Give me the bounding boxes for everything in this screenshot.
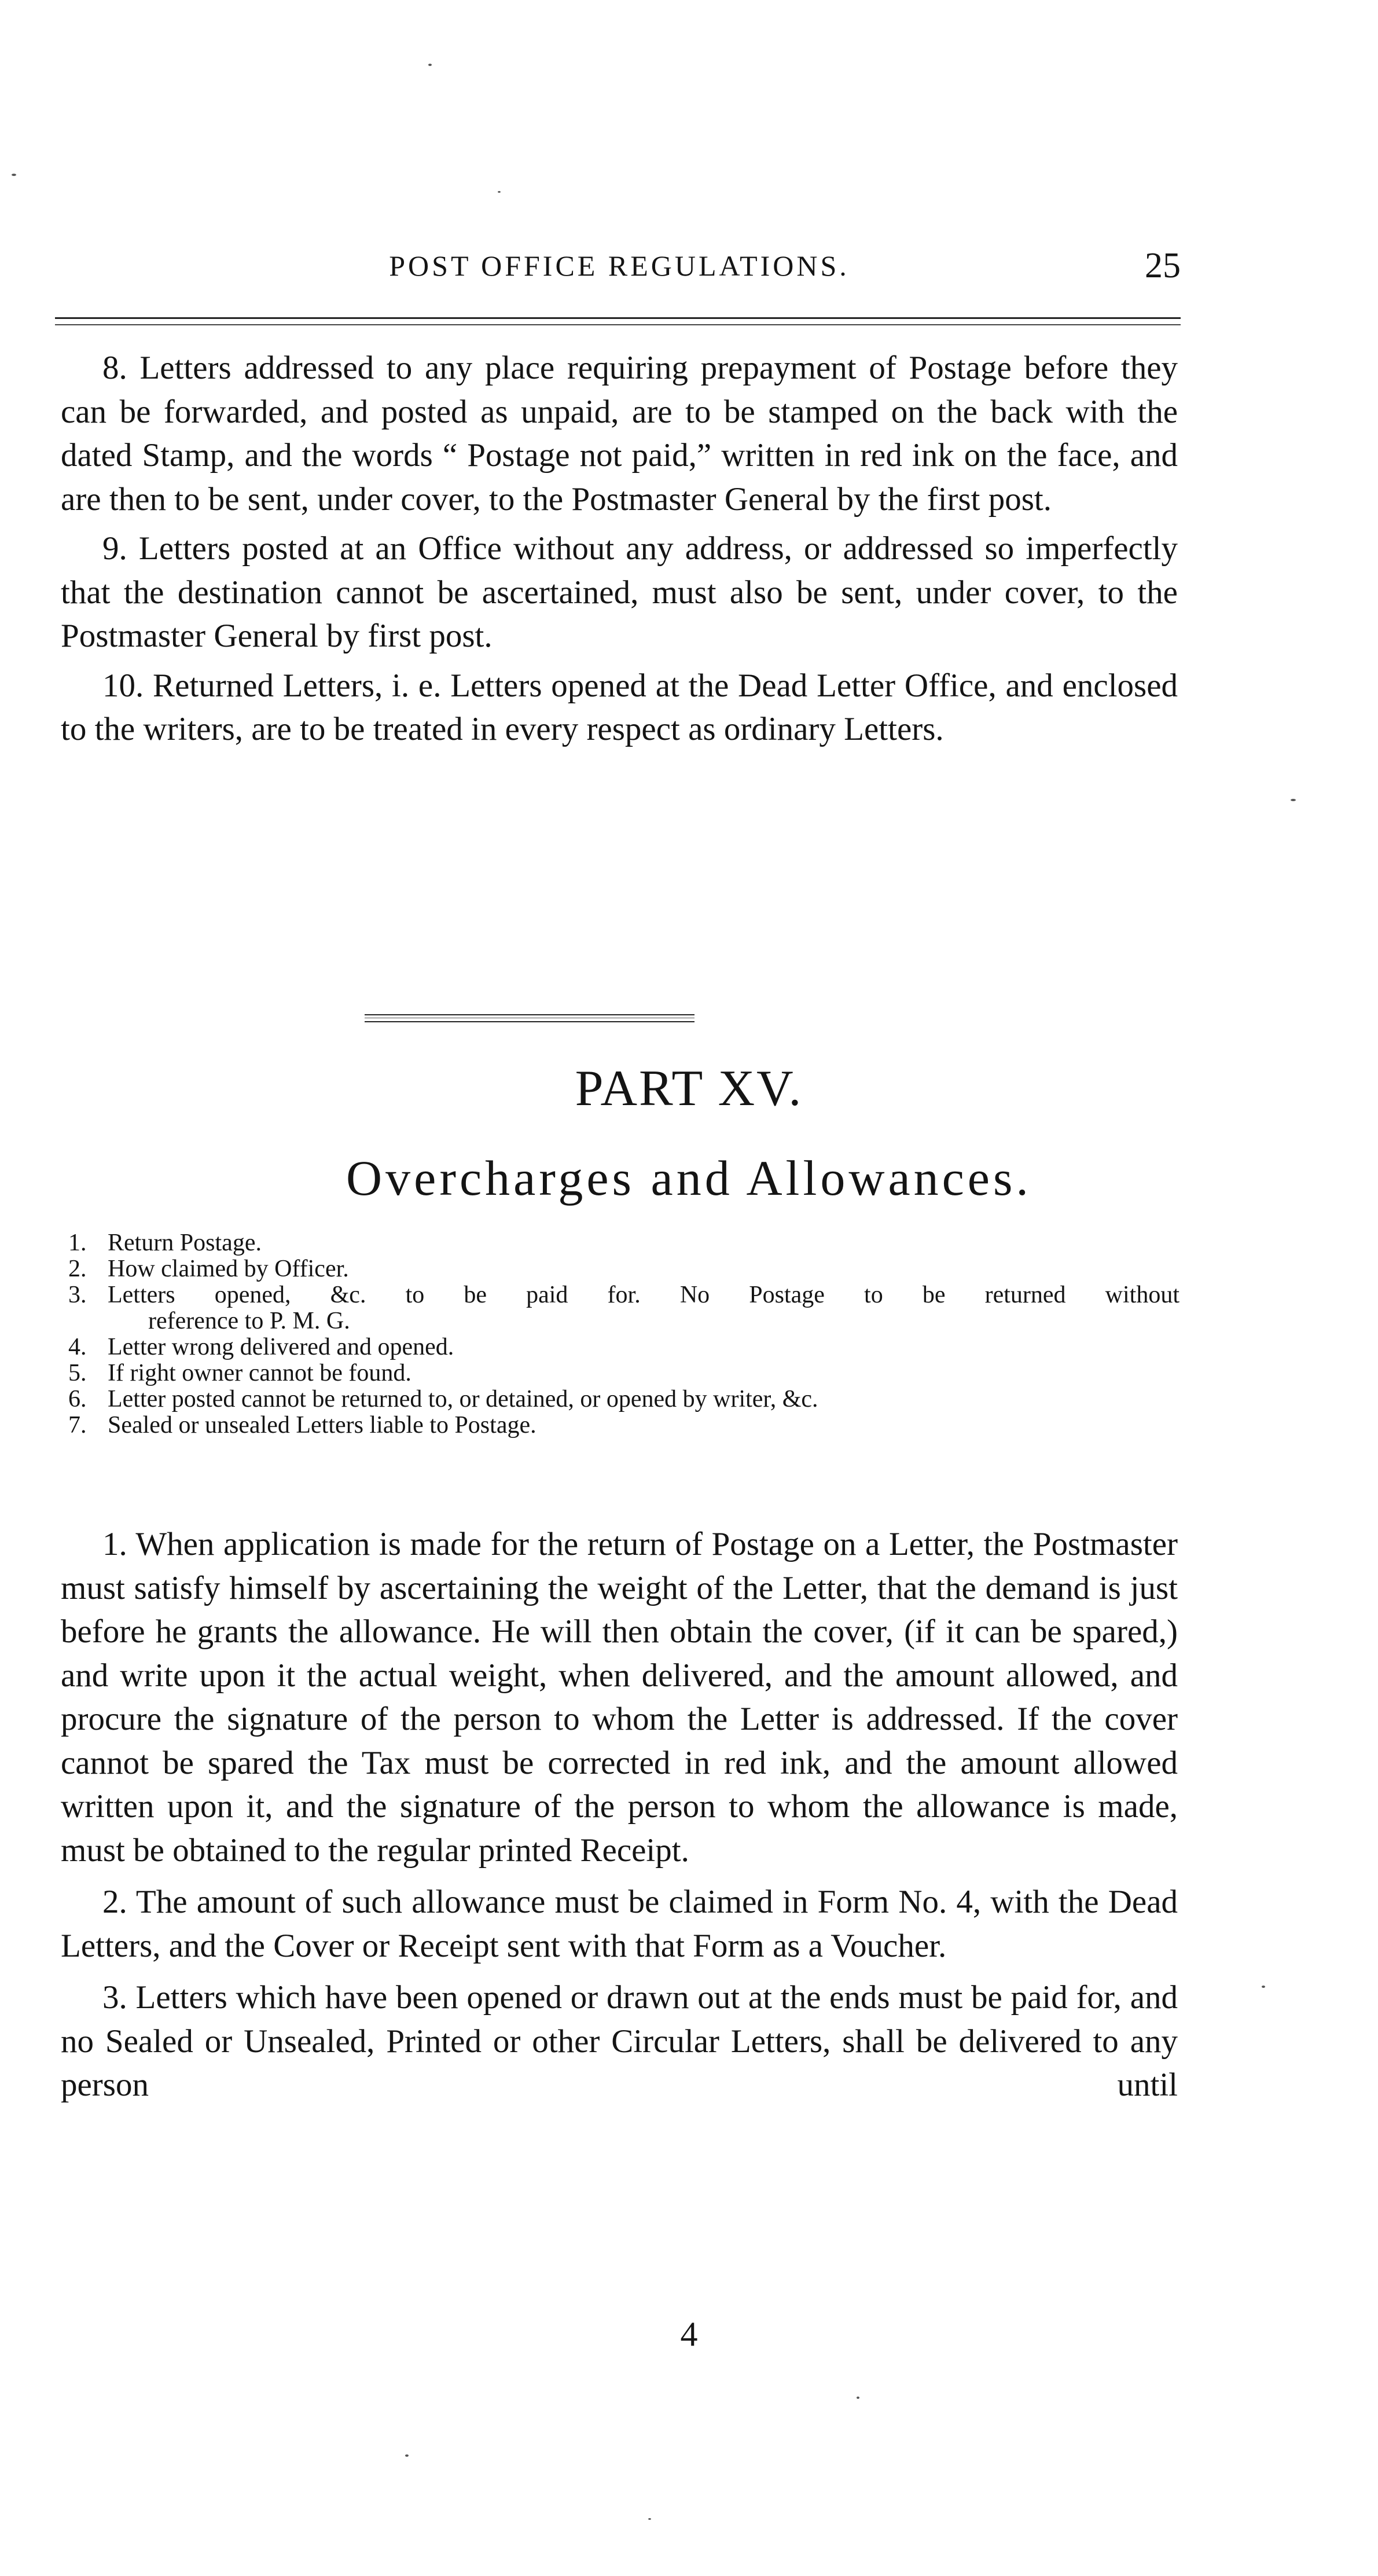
part-heading: PART XV. [575,1061,803,1117]
contents-text: Letter posted cannot be returned to, or detained, or opened by writer, &c. [108,1386,818,1412]
print-speck [405,2454,409,2457]
contents-number: 4. [68,1334,87,1360]
contents-number: 2. [68,1256,87,1282]
contents-number: 5. [68,1360,87,1386]
contents-text: Letters opened, &c. to be paid for. No Postage to be returned without [108,1282,1179,1308]
contents-number: 6. [68,1386,87,1412]
contents-item [68,1334,1179,1360]
paragraph-text: Letters which have been opened or drawn out at the ends must be paid for, and no Sealed or Unsealed, Printed or other Circular Letters, shall be delivered to any person until [61,1979,1178,2103]
contents-text: Letter wrong delivered and opened. [108,1334,454,1360]
paragraph-number: 8. [102,350,127,386]
paragraph-text: Returned Letters, i. e. Letters opened at the Dead Letter Office, and enclosed to the writers, are to be treated in every respect as ordinary Letters. [61,667,1178,747]
paragraph-9 [61,527,1178,658]
print-speck [428,64,432,66]
section-paragraphs-bottom [61,1522,1178,2107]
paragraph-number: 1. [102,1526,127,1562]
contents-item [68,1360,1179,1386]
paragraph-text: Letters posted at an Office without any address, or addressed so imperfectly that the destination cannot be ascertained, must also be sent, under cover, to the Postmaster General by first post. [61,530,1178,654]
paragraph-1 [61,1522,1178,1872]
running-title: POST OFFICE REGULATIONS. [389,249,850,282]
signature-mark: 4 [680,2315,698,2353]
contents-text: How claimed by Officer. [108,1256,349,1282]
paragraph-number: 9. [102,530,127,567]
contents-list [68,1230,1179,1439]
running-head [58,246,1181,295]
print-speck [1291,799,1296,801]
contents-number: 3. [68,1282,87,1308]
print-speck [12,174,16,176]
print-speck [498,191,501,193]
paragraph-text: When application is made for the return of Postage on a Letter, the Postmaster must satisfy himself by ascertaining the weight of the Letter, that the demand is just before he grants the allowance. He will then obtain the cover, (if it can be spared,) and write upon it the actual weight, when delivered, and the amount allowed, and procure the signature of the person to whom the Letter is addressed. If the cover cannot be spared the Tax must be corrected in red ink, and the amount allowed written upon it, and the signature of the person to whom the allowance is made, must be obtained to the regular printed Receipt. [61,1526,1178,1869]
contents-number: 7. [68,1412,87,1439]
paragraph-number: 10. [102,667,144,704]
section-paragraphs-top [61,346,1178,751]
part-subheading: Overcharges and Allowances. [346,1150,1032,1206]
contents-number: 1. [68,1230,87,1256]
paragraph-2 [61,1880,1178,1968]
paragraph-8 [61,346,1178,521]
paragraph-text: The amount of such allowance must be claimed in Form No. 4, with the Dead Letters, and the Cover or Receipt sent with that Form as a Voucher. [61,1884,1178,1964]
paragraph-number: 3. [102,1979,127,2016]
paragraph-10 [61,664,1178,751]
contents-text: If right owner cannot be found. [108,1360,411,1386]
print-speck [857,2397,859,2399]
contents-item [68,1256,1179,1282]
contents-item [68,1386,1179,1412]
paragraph-number: 2. [102,1884,127,1920]
section-divider-rule [365,1014,694,1022]
paragraph-3 [61,1976,1178,2107]
contents-item [68,1282,1179,1308]
contents-item [68,1230,1179,1256]
header-rule [55,317,1181,325]
contents-text: Sealed or unsealed Letters liable to Postage. [108,1412,536,1439]
contents-text: Return Postage. [108,1230,262,1256]
contents-continuation: reference to P. M. G. [148,1308,350,1334]
contents-item [68,1412,1179,1439]
paragraph-text: Letters addressed to any place requiring prepayment of Postage before they can be forwarded, and posted as unpaid, are to be stamped on the back with the dated Stamp, and the words “ Postage not paid,” written in red ink on the face, and are then to be sent, under cover, to the Postmaster General by the first post. [61,350,1178,518]
page-number: 25 [1145,246,1181,285]
print-speck [648,2518,651,2520]
print-speck [1262,1986,1265,1988]
